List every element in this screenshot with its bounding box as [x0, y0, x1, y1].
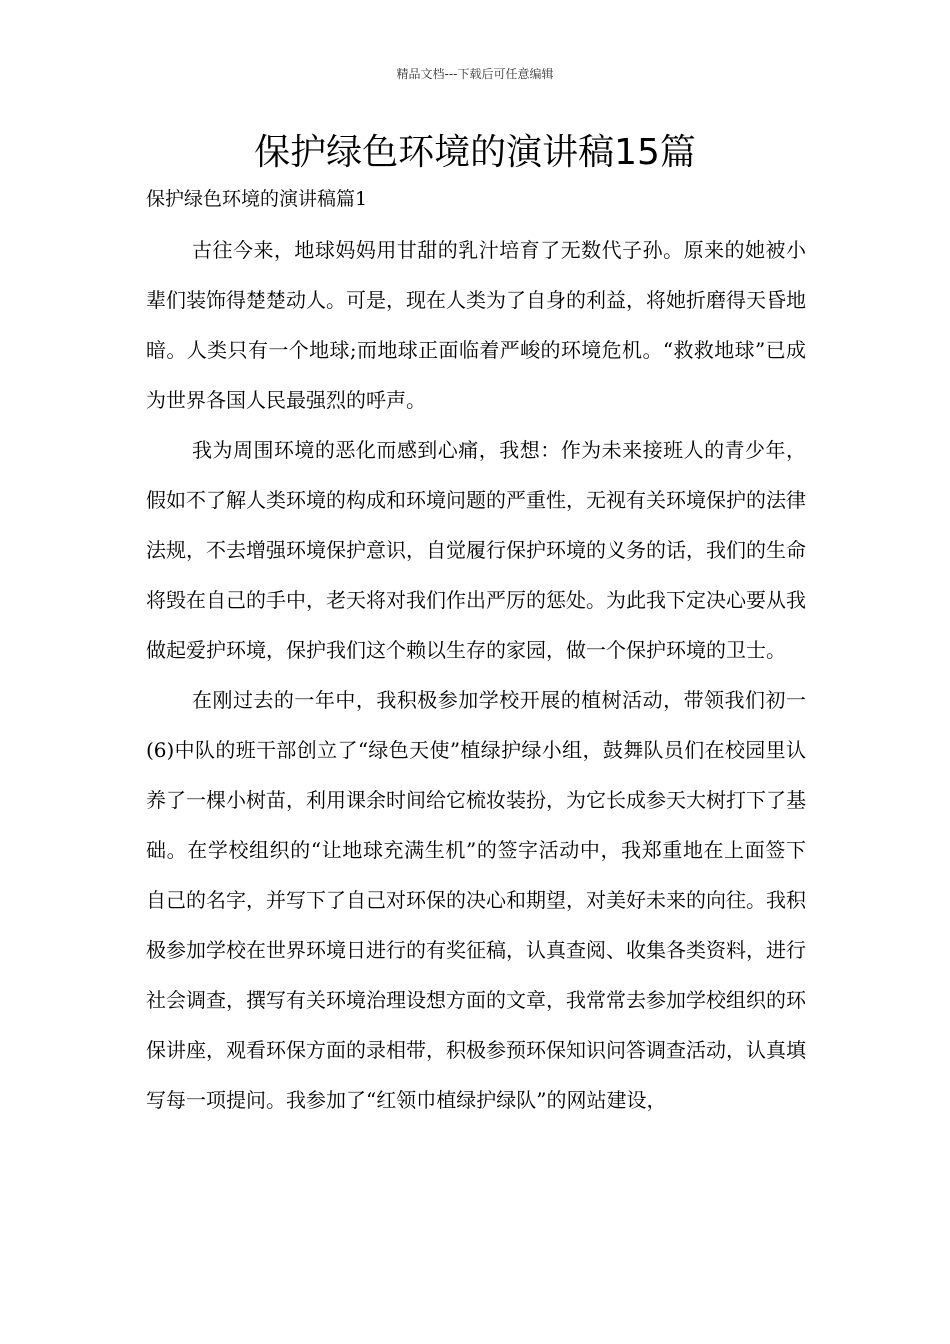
paragraph-2: 我为周围环境的恶化而感到心痛，我想：作为未来接班人的青少年，假如不了解人类环境的构成和环境问题的严重性，无视有关环境保护的法律法规，不去增强环境保护意识，自觉履行保护环境的义务的话，我们的生命将毁在自己的手中，老天将对我们作出严厉的惩处。为此我下定决心要从我做起爱护环境，保护我们这个赖以生存的家园，做一个保护环境的卫士。: [146, 438, 806, 662]
paragraph-3: 在刚过去的一年中，我积极参加学校开展的植树活动，带领我们初一(6)中队的班干部创立了“绿色天使”植绿护绿小组，鼓舞队员们在校园里认养了一棵小树苗，利用课余时间给它梳妆装扮，为它长成参天大树打下了基础。在学校组织的“让地球充满生机”的签字活动中，我郑重地在上面签下自己的名字，并写下了自己对环保的决心和期望，对美好未来的向往。我积极参加学校在世界环境日进行的有奖征稿，认真查阅、收集各类资料，进行社会调查，撰写有关环境治理设想方面的文章，我常常去参加学校组织的环保讲座，观看环保方面的录相带，积极参预环保知识问答调查活动，认真填写每一项提问。我参加了“红领巾植绿护绿队”的网站建设，: [146, 688, 806, 1112]
paragraph-1: 古往今来，地球妈妈用甘甜的乳汁培育了无数代子孙。原来的她被小辈们装饰得楚楚动人。可是，现在人类为了自身的利益，将她折磨得天昏地暗。人类只有一个地球;而地球正面临着严峻的环境危机。“救救地球”已成为世界各国人民最强烈的呼声。: [146, 238, 806, 412]
section-heading: 保护绿色环境的演讲稿篇1: [146, 188, 368, 210]
document-title: 保护绿色环境的演讲稿15篇: [254, 132, 696, 173]
header-note: 精品文档---下载后可任意编辑: [396, 67, 554, 81]
document-body: [146, 225, 806, 1125]
